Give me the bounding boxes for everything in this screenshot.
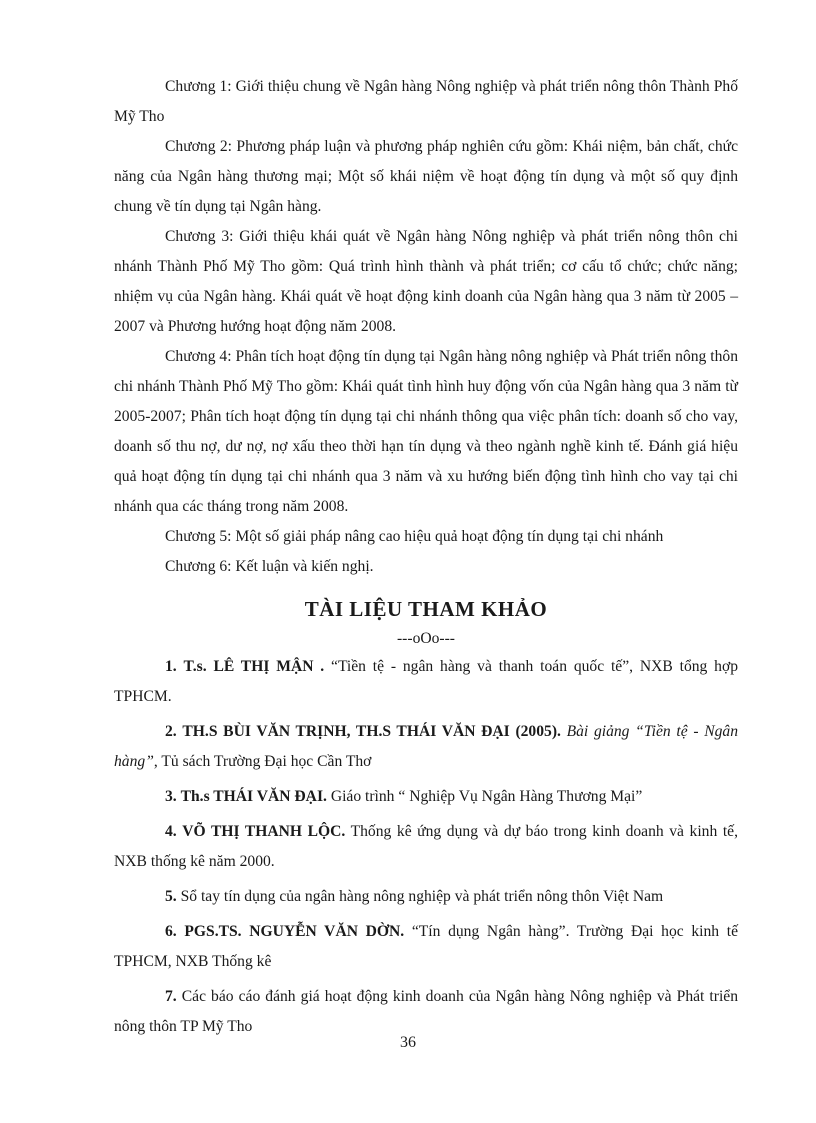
- reference-author: PGS.TS. NGUYỄN VĂN DỜN.: [184, 923, 405, 940]
- reference-item-1: [114, 652, 738, 712]
- reference-author: T.s. LÊ THỊ MẬN .: [183, 658, 325, 675]
- chapter-3-paragraph: Chương 3: Giới thiệu khái quát về Ngân hàng Nông nghiệp và phát triển nông thôn chi nhánh Thành Phố Mỹ Tho gồm: Quá trình hình thành và phát triển; cơ cấu tổ chức; chức năng; nhiệm vụ của Ngân hàng. Khái quát về hoạt động kinh doanh của Ngân hàng qua 3 năm từ 2005 – 2007 và Phương hướng hoạt động năm 2008.: [114, 228, 738, 335]
- chapter-5-paragraph: Chương 5: Một số giải pháp nâng cao hiệu quả hoạt động tín dụng tại chi nhánh: [165, 528, 664, 545]
- page-number: 36: [400, 1034, 416, 1051]
- reference-num: 1.: [165, 658, 177, 675]
- reference-author: Th.s THÁI VĂN ĐẠI.: [180, 788, 327, 805]
- reference-rest: Sổ tay tín dụng của ngân hàng nông nghiệp và phát triển nông thôn Việt Nam: [176, 888, 664, 905]
- reference-rest: Giáo trình “ Nghiệp Vụ Ngân Hàng Thương Mại”: [326, 788, 643, 805]
- chapter-6-paragraph: Chương 6: Kết luận và kiến nghị.: [165, 558, 374, 575]
- reference-item-2: [114, 717, 738, 777]
- reference-title: Bài giảng “Tiền tệ - Ngân hàng”: [114, 723, 738, 770]
- reference-num: 7.: [165, 988, 177, 1005]
- reference-item-3: [114, 782, 738, 812]
- reference-rest: “Tín dụng Ngân hàng”. Trường Đại học kinh tế TPHCM, NXB Thống kê: [114, 923, 738, 970]
- reference-rest: , Tủ sách Trường Đại học Cần Thơ: [153, 753, 372, 770]
- reference-author: TH.S BÙI VĂN TRỊNH, TH.S THÁI VĂN ĐẠI (2005).: [182, 723, 561, 740]
- reference-item-5: [114, 882, 738, 912]
- chapter-1-paragraph: Chương 1: Giới thiệu chung về Ngân hàng Nông nghiệp và phát triển nông thôn Thành Phố Mỹ Tho: [114, 78, 738, 125]
- reference-rest: “Tiền tệ - ngân hàng và thanh toán quốc tế”, NXB tổng hợp TPHCM.: [114, 658, 739, 705]
- reference-author: VÕ THỊ THANH LỘC.: [182, 823, 346, 840]
- reference-item-6: [114, 917, 738, 977]
- reference-num: 2.: [165, 723, 177, 740]
- document-page: [114, 72, 738, 1047]
- reference-num: 5.: [165, 888, 177, 905]
- reference-item-7: [114, 982, 738, 1042]
- references-separator: ---oOo---: [396, 630, 455, 647]
- chapter-4-paragraph: Chương 4: Phân tích hoạt động tín dụng tại Ngân hàng nông nghiệp và Phát triển nông thôn chi nhánh Thành Phố Mỹ Tho gồm: Khái quát tình hình huy động vốn của Ngân hàng qua 3 năm từ 2005-2007; Phân tích hoạt động tín dụng tại chi nhánh thông qua việc phân tích: doanh số cho vay, doanh số thu nợ, dư nợ, nợ xấu theo thời hạn tín dụng và theo ngành nghề kinh tế. Đánh giá hiệu quả hoạt động tín dụng tại chi nhánh qua 3 năm và xu hướng biến động tình hình cho vay tại chi nhánh qua các tháng trong năm 2008.: [114, 348, 738, 515]
- reference-num: 6.: [165, 923, 177, 940]
- reference-item-4: [114, 817, 738, 877]
- reference-rest: Thống kê ứng dụng và dự báo trong kinh doanh và kinh tế, NXB thống kê năm 2000.: [114, 823, 738, 870]
- reference-num: 4.: [165, 823, 177, 840]
- references-title: TÀI LIỆU THAM KHẢO: [304, 597, 548, 621]
- chapter-2-paragraph: Chương 2: Phương pháp luận và phương pháp nghiên cứu gồm: Khái niệm, bản chất, chức năng của Ngân hàng thương mại; Một số khái niệm về hoạt động tín dụng và một số quy định chung về tín dụng tại Ngân hàng.: [114, 138, 738, 215]
- reference-num: 3.: [165, 788, 177, 805]
- reference-rest: Các báo cáo đánh giá hoạt động kinh doanh của Ngân hàng Nông nghiệp và Phát triển nông thôn TP Mỹ Tho: [114, 988, 738, 1035]
